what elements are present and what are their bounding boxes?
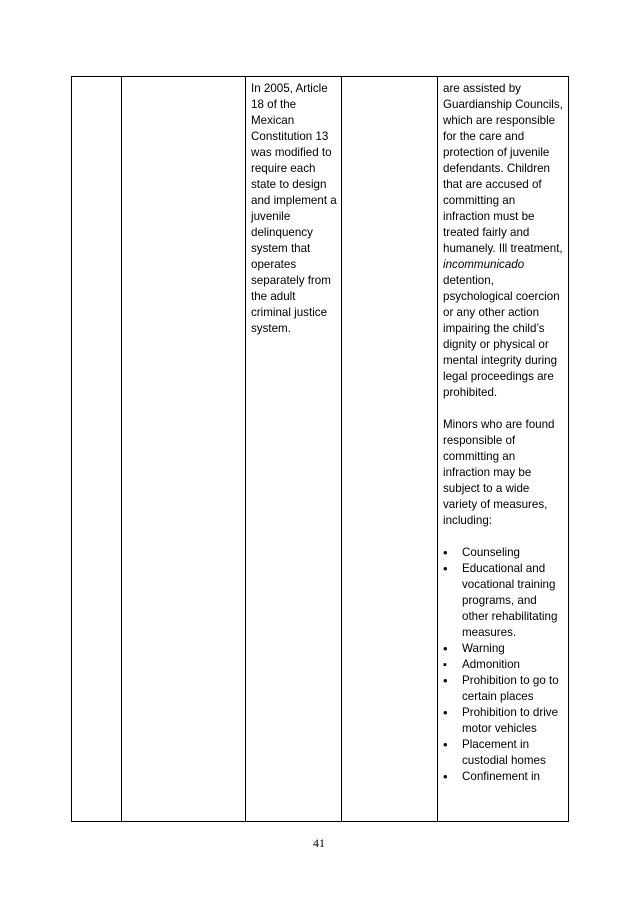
table-cell-col2 [122,77,246,822]
table-cell-col1 [72,77,122,822]
table-cell-col3 [246,77,342,822]
paragraph-text: detention, psychological coercion or any other action impairing the child’s dignity or physical or mental integrity during legal proceedings are prohibited. [443,274,560,399]
list-item: • Confinement in [443,769,565,785]
list-item: • Prohibition to go to certain places [443,673,565,705]
list-item: • Warning [443,641,565,657]
right-column-text [438,77,568,785]
content-table [71,76,569,822]
list-item: ▪ Admonition [443,657,565,673]
italic-term: incommunicado [443,258,525,271]
list-item: • Placement in custodial homes [443,737,565,769]
table-row [72,77,569,822]
table-cell-col4 [342,77,438,822]
left-column-text: In 2005, Article 18 of the Mexican Constitution 13 was modified to require each state to design and implement a juvenile delinquency system that operates separately from the adult criminal justice system. [251,82,337,335]
paragraph-guardianship [443,81,565,401]
list-item: • Educational and vocational training programs, and other rehabilitating measures. [443,561,565,641]
paragraph-measures-intro: Minors who are found responsible of committing an infraction may be subject to a wide variety of measures, including: [443,418,555,527]
table-cell-col5 [438,77,569,822]
page-number: 41 [313,836,325,850]
list-item: • Prohibition to drive motor vehicles [443,705,565,737]
measures-list [443,545,565,785]
paragraph-text: are assisted by Guardianship Councils, which are responsible for the care and protection of juvenile defendants. Children that are accused of committing an infraction must be treated fairly and humanely. Ill treatment, [443,82,563,255]
list-item: • Counseling [443,545,565,561]
